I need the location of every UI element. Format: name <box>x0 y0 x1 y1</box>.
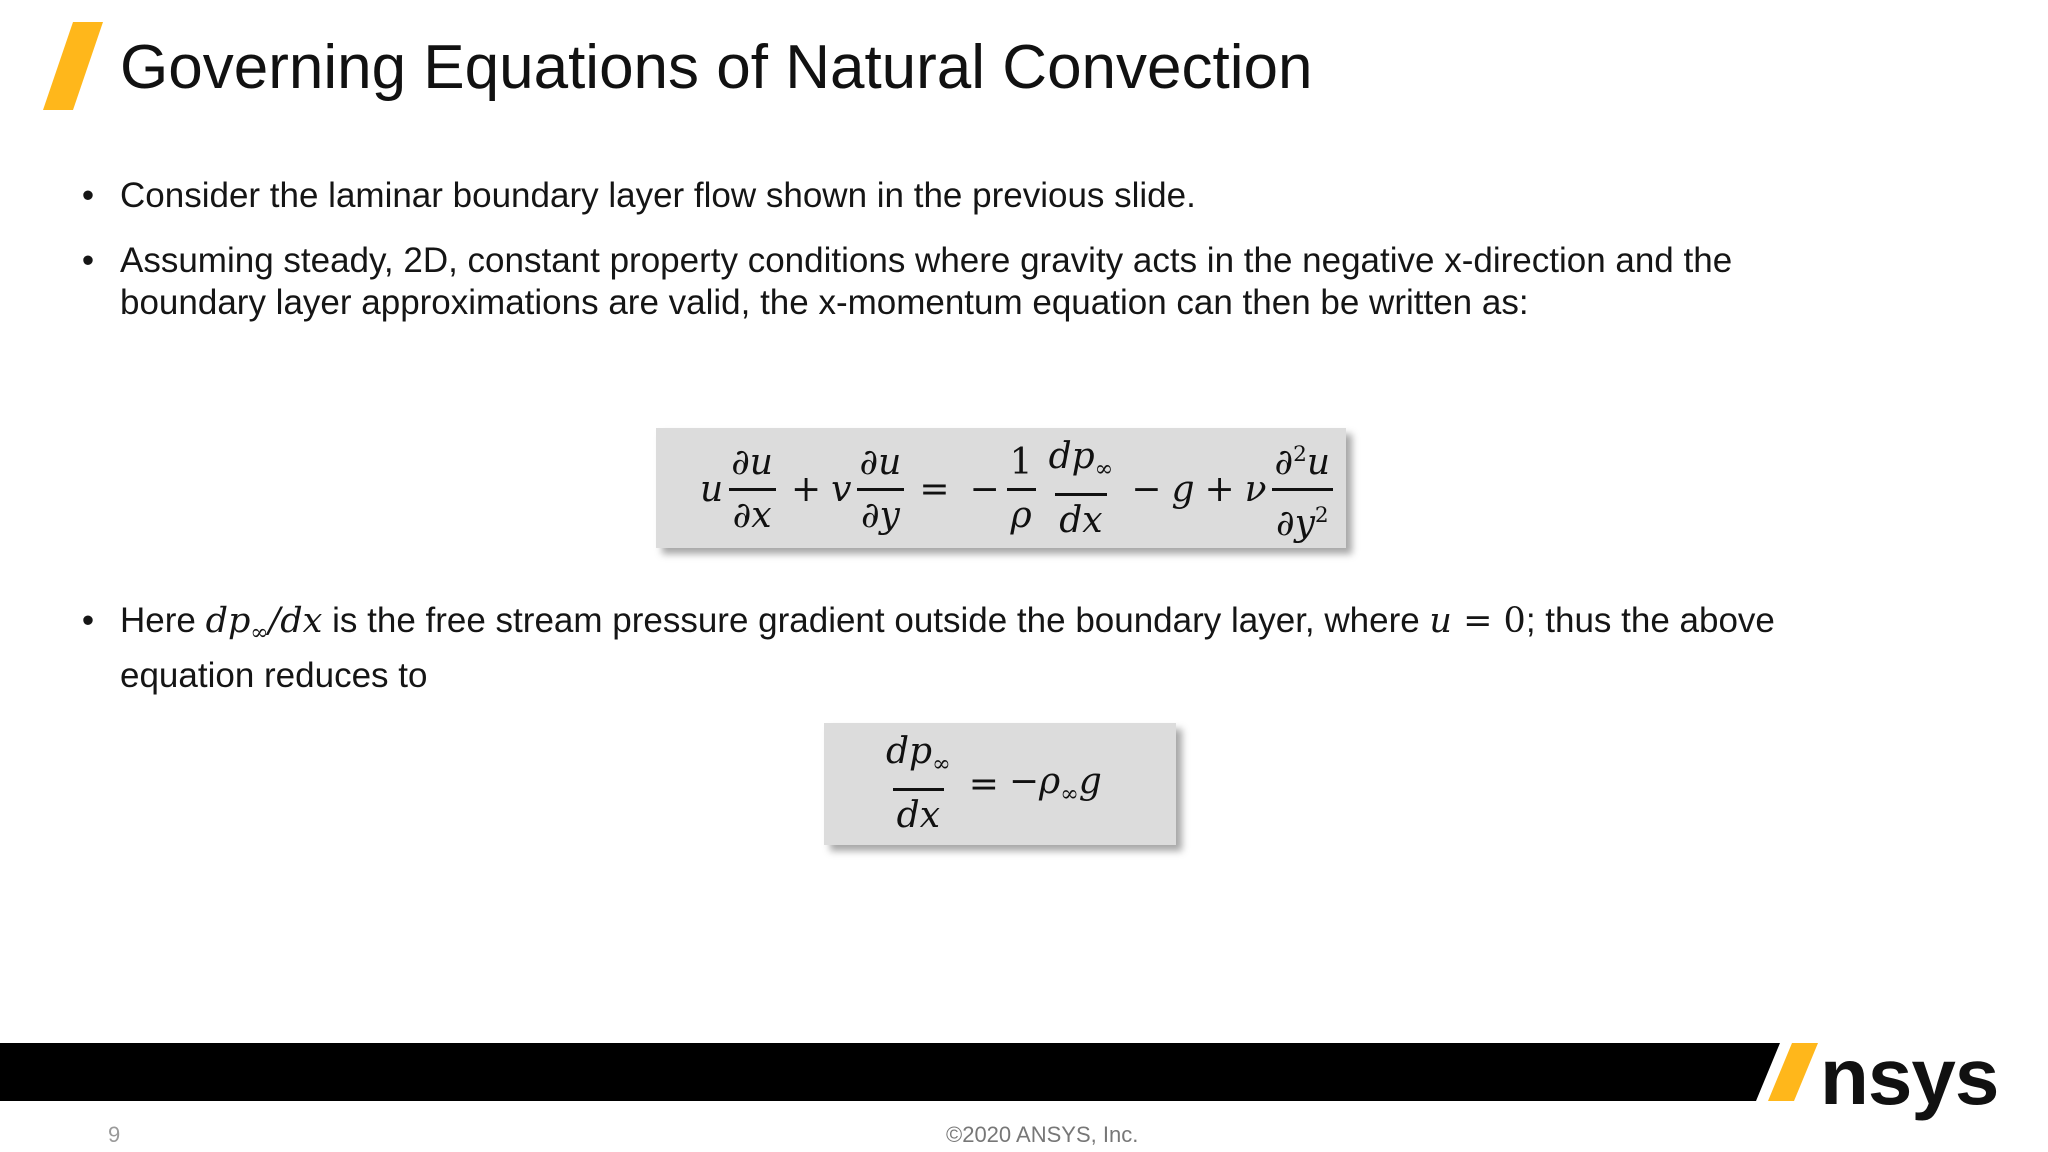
momentum-equation <box>700 434 1338 544</box>
eq1-frac4-den: dx <box>1055 493 1106 544</box>
eq1-sup-2: 2 <box>1293 441 1307 467</box>
eq1-frac3-den: ρ <box>1007 488 1036 539</box>
eq1-frac3-num: 1 <box>1009 441 1033 483</box>
eq1-frac-dp-dx <box>1045 434 1118 545</box>
bullet-1-text: Consider the laminar boundary layer flow shown in the previous slide. <box>120 176 1196 215</box>
eq1-frac-du-dy <box>856 440 906 539</box>
copyright: ©2020 ANSYS, Inc. <box>946 1122 1139 1147</box>
inline-inf: ∞ <box>250 620 269 646</box>
bullet-dot: • <box>81 176 95 215</box>
eq1-inf: ∞ <box>1094 455 1114 482</box>
bullet-2 <box>81 240 1900 324</box>
eq1-partial: ∂ <box>1274 441 1294 483</box>
eq1-frac2-den: ∂y <box>857 488 904 539</box>
eq1-partial-y: ∂y <box>1275 502 1315 544</box>
eq2-rho-inf: ∞ <box>1060 780 1079 807</box>
inline-slash-dx: /dx <box>268 601 323 641</box>
eq2-rhs <box>1009 761 1102 807</box>
eq1-frac2-num: ∂u <box>859 441 902 483</box>
bullet-3-line-1 <box>120 600 1900 655</box>
bullet-3-here: Here <box>120 601 206 640</box>
eq1-frac-du-dx <box>727 440 777 539</box>
eq1-dp: dp <box>1048 435 1095 477</box>
eq2-rho: −ρ <box>1008 761 1061 803</box>
eq1-equals: = <box>919 468 950 510</box>
bullet-2-line-2: boundary layer approximations are valid, the x-momentum equation can then be written as: <box>120 283 1529 322</box>
inline-dp-dx <box>205 601 323 646</box>
eq1-frac-d2u-dy2 <box>1271 432 1335 547</box>
bullet-3 <box>81 600 1900 697</box>
bullet-2-line-1: Assuming steady, 2D, constant property conditions where gravity acts in the negative x-direction and the <box>120 241 1733 280</box>
eq1-u: u <box>700 468 724 510</box>
eq2-equals: = <box>968 763 999 805</box>
inline-u: u <box>1429 601 1452 641</box>
eq2-num <box>882 729 955 789</box>
reduced-equation <box>878 728 1102 840</box>
bullet-3-mid: is the free stream pressure gradient outside the boundary layer, where <box>322 601 1430 640</box>
inline-dp: dp <box>205 601 251 641</box>
eq1-minus: − <box>969 468 1000 510</box>
eq2-den: dx <box>893 788 944 839</box>
eq1-plus: + <box>791 468 822 510</box>
eq1-nu: ν <box>1244 468 1267 510</box>
eq1-u2: u <box>1306 441 1331 483</box>
inline-eq-zero: = 0 <box>1451 601 1526 641</box>
eq1-v: v <box>831 468 852 510</box>
eq1-plus-2: + <box>1204 468 1235 510</box>
slide-title: Governing Equations of Natural Convection <box>120 33 1313 102</box>
eq2-dp: dp <box>886 730 933 772</box>
eq1-frac5-den <box>1272 488 1333 547</box>
footer-bar <box>0 1043 2048 1101</box>
ansys-logo-text: nsys <box>1820 1032 1999 1121</box>
bullet-1 <box>81 175 1900 217</box>
eq1-frac1-den: ∂x <box>729 488 776 539</box>
bullet-dot: • <box>81 601 95 640</box>
eq2-frac-dp-dx <box>882 729 955 840</box>
title-accent-slash <box>43 22 103 110</box>
eq2-g: g <box>1078 761 1102 803</box>
page-number: 9 <box>108 1122 121 1147</box>
eq1-minus-2: − <box>1131 468 1162 510</box>
eq1-sup-2b: 2 <box>1314 502 1329 528</box>
bullet-3-line-2: equation reduces to <box>120 655 428 695</box>
eq2-inf: ∞ <box>932 750 951 777</box>
eq1-frac-1-rho <box>1006 440 1037 539</box>
eq1-frac5-num <box>1271 432 1335 488</box>
bullet-dot: • <box>81 241 95 280</box>
eq1-frac1-num: ∂u <box>731 441 773 483</box>
eq1-g: g <box>1171 468 1195 510</box>
eq1-frac4-num <box>1045 434 1118 494</box>
bullet-3-tail: ; thus the above <box>1525 601 1775 640</box>
